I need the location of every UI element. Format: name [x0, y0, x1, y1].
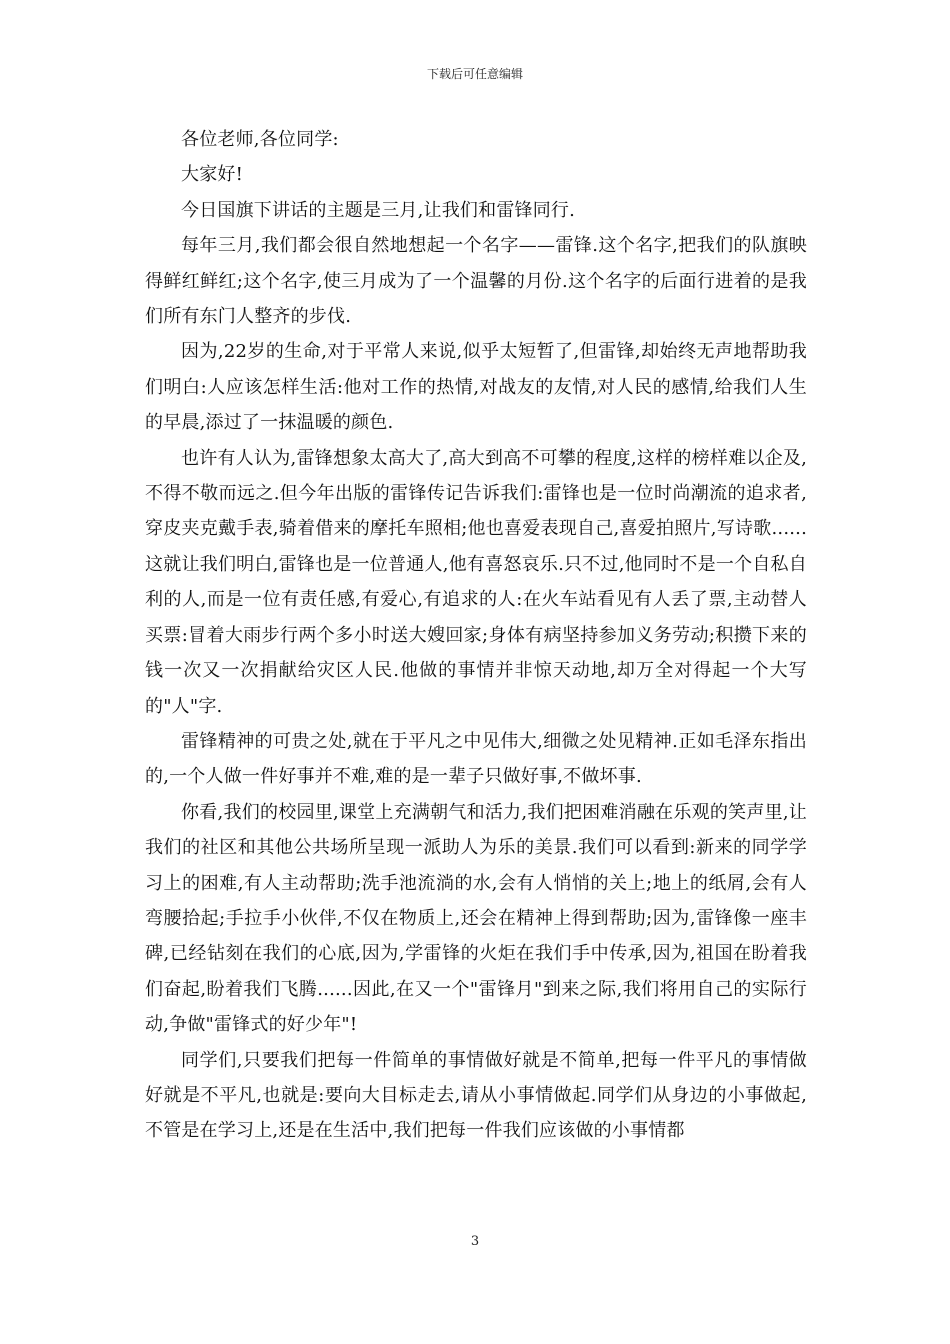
topic-paragraph: 今日国旗下讲话的主题是三月,让我们和雷锋同行.: [181, 199, 576, 221]
body-paragraph: 因为,22岁的生命,对于平常人来说,似乎太短暂了,但雷锋,却始终无声地帮助我们明白:人应该怎样生活:他对工作的热情,对战友的友情,对人民的感情,给我们人生的早晨,添过了一抹温暖的颜色.: [145, 341, 807, 434]
body-paragraph: 也许有人认为,雷锋想象太高大了,高大到高不可攀的程度,这样的榜样难以企及,不得不敬而远之.但今年出版的雷锋传记告诉我们:雷锋也是一位时尚潮流的追求者,穿皮夹克戴手表,骑着借来的摩托车照相;他也喜爱表现自己,喜爱拍照片,写诗歌......这就让我们明白,雷锋也是一位普通人,他有喜怒哀乐.只不过,他同时不是一个自私自利的人,而是一位有责任感,有爱心,有追求的人:在火车站看见有人丢了票,主动替人买票:冒着大雨步行两个多小时送大嫂回家;身体有病坚持参加义务劳动;积攒下来的钱一次又一次捐献给灾区人民.他做的事情并非惊天动地,却万全对得起一个大写的"人"字.: [145, 447, 807, 717]
body-paragraph: 雷锋精神的可贵之处,就在于平凡之中见伟大,细微之处见精神.正如毛泽东指出的,一个人做一件好事并不难,难的是一辈子只做好事,不做坏事.: [145, 730, 807, 788]
greeting: 大家好!: [181, 164, 244, 186]
body-paragraph: 同学们,只要我们把每一件简单的事情做好就是不简单,把每一件平凡的事情做好就是不平凡,也就是:要向大目标走去,请从小事情做起.同学们从身边的小事做起,不管是在学习上,还是在生活中,我们把每一件我们应该做的小事情都: [145, 1049, 807, 1142]
salutation: 各位老师,各位同学:: [181, 129, 339, 150]
body-paragraph: 你看,我们的校园里,课堂上充满朝气和活力,我们把困难消融在乐观的笑声里,让我们的社区和其他公共场所呈现一派助人为乐的美景.我们可以看到:新来的同学学习上的困难,有人主动帮助;洗手池流淌的水,会有人悄悄的关上;地上的纸屑,会有人弯腰拾起;手拉手小伙伴,不仅在物质上,还会在精神上得到帮助;因为,雷锋像一座丰碑,已经钻刻在我们的心底,因为,学雷锋的火炬在我们手中传承,因为,祖国在盼着我们奋起,盼着我们飞腾......因此,在又一个"雷锋月"到来之际,我们将用自己的实际行动,争做"雷锋式的好少年"!: [145, 801, 807, 1036]
page-number: 3: [470, 1234, 480, 1249]
page-header: 下载后可任意编辑: [426, 67, 523, 81]
document-body: [145, 122, 807, 1149]
body-paragraph: 每年三月,我们都会很自然地想起一个名字——雷锋.这个名字,把我们的队旗映得鲜红鲜红;这个名字,使三月成为了一个温馨的月份.这个名字的后面行进着的是我们所有东门人整齐的步伐.: [145, 235, 807, 328]
